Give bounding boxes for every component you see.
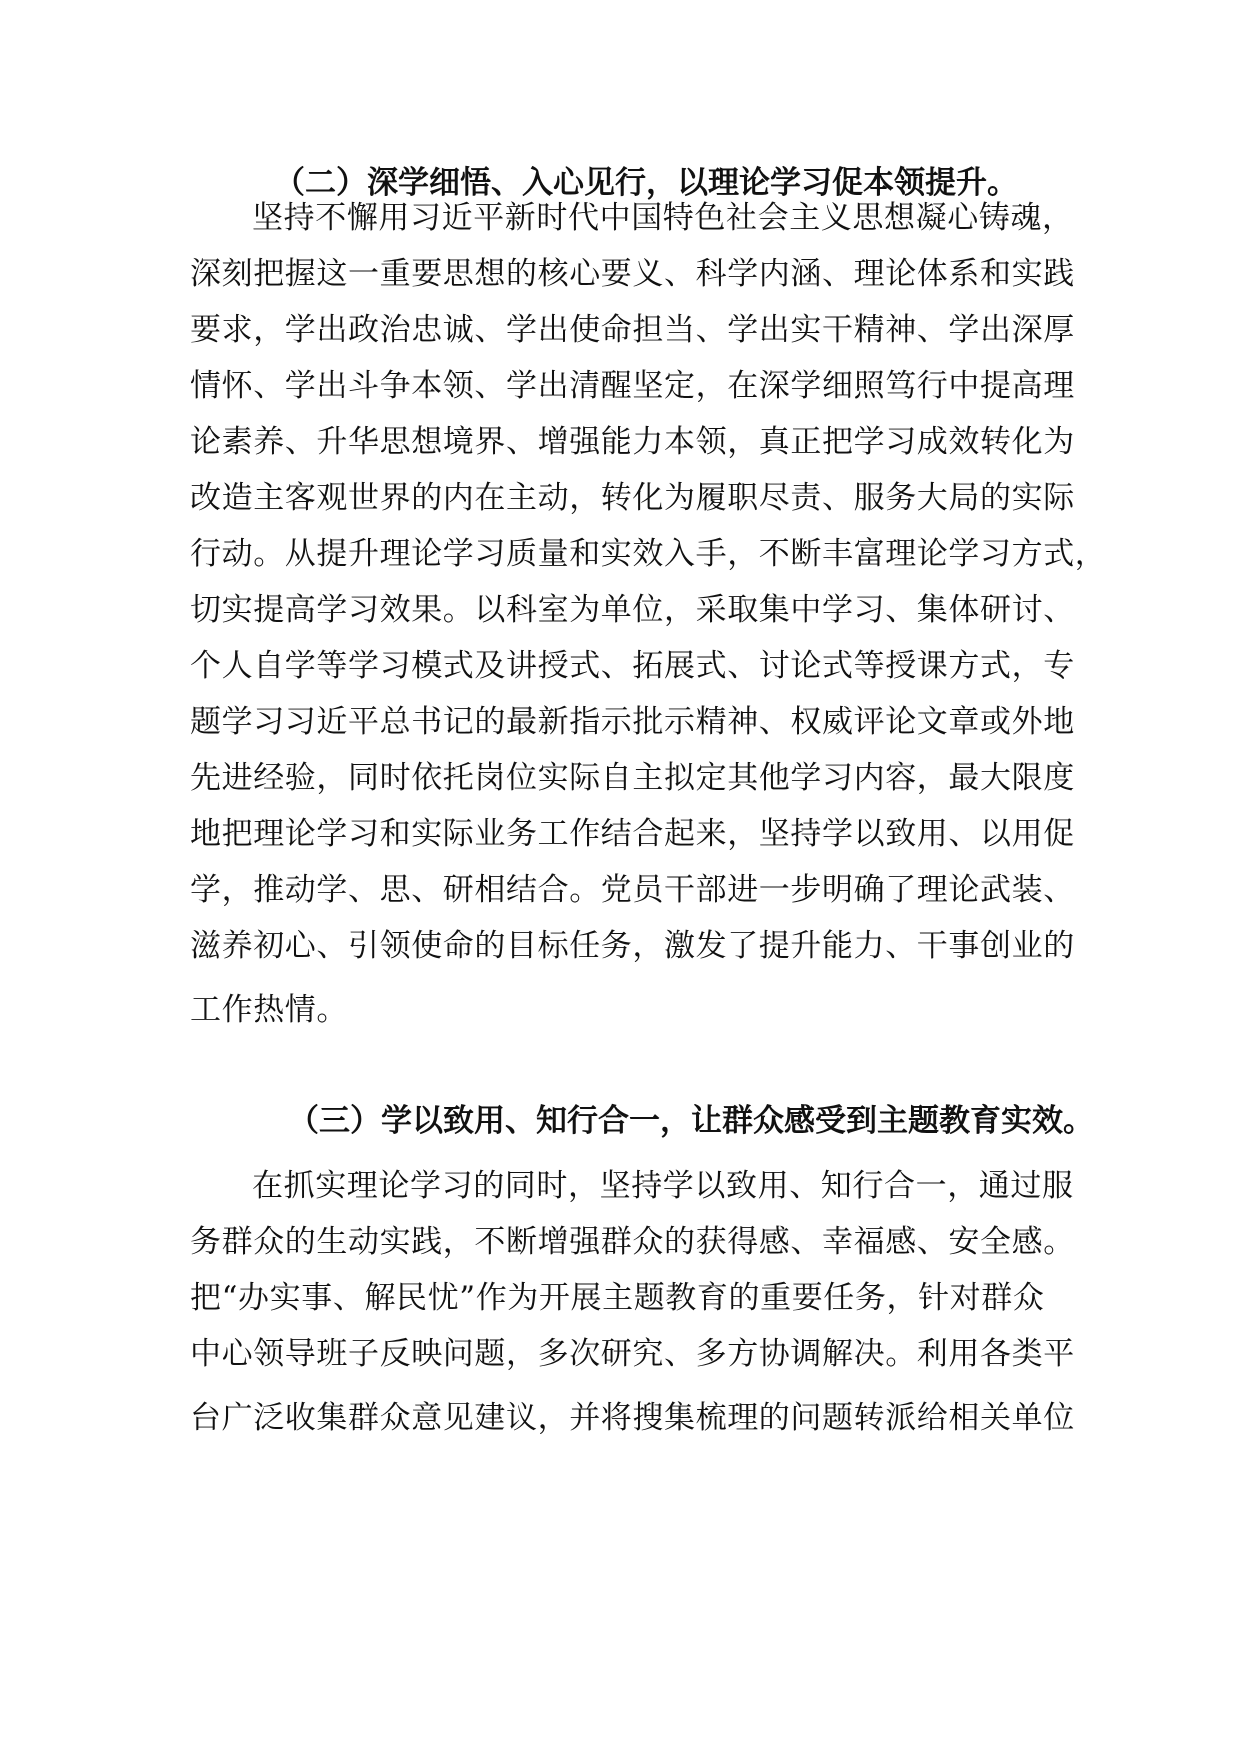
section-paragraph-2 (190, 190, 1107, 1038)
paragraph-line: 改造主客观世界的内在主动，转化为履职尽责、服务大局的实际 (190, 480, 1075, 516)
paragraph-line: 题学习习近平总书记的最新指示批示精神、权威评论文章或外地 (190, 704, 1075, 740)
paragraph-line: 地把理论学习和实际业务工作结合起来，坚持学以致用、以用促 (190, 816, 1075, 852)
paragraph-line: 切实提高学习效果。以科室为单位，采取集中学习、集体研讨、 (190, 592, 1075, 628)
section-heading-3: （三）学以致用、知行合一，让群众感受到主题教育实效。 (288, 1103, 1094, 1139)
section-heading-2: （二）深学细悟、入心见行，以理论学习促本领提升。 (274, 165, 1018, 201)
paragraph-line: 中心领导班子反映问题，多次研究、多方协调解决。利用各类平 (190, 1336, 1075, 1372)
paragraph-line: 先进经验，同时依托岗位实际自主拟定其他学习内容，最大限度 (190, 760, 1075, 796)
section-paragraph-3 (190, 1158, 1075, 1446)
paragraph-line: 论素养、升华思想境界、增强能力本领，真正把学习成效转化为 (190, 424, 1075, 460)
paragraph-line: 坚持不懈用习近平新时代中国特色社会主义思想凝心铸魂， (252, 200, 1074, 236)
paragraph-line: 把“办实事、解民忧”作为开展主题教育的重要任务，针对群众 (190, 1280, 1045, 1316)
paragraph-line: 在抓实理论学习的同时，坚持学以致用、知行合一，通过服 (252, 1168, 1074, 1204)
paragraph-line: 深刻把握这一重要思想的核心要义、科学内涵、理论体系和实践 (190, 256, 1075, 292)
paragraph-line: 台广泛收集群众意见建议，并将搜集梳理的问题转派给相关单位 (190, 1400, 1075, 1436)
paragraph-line: 行动。从提升理论学习质量和实效入手，不断丰富理论学习方式， (190, 536, 1107, 572)
paragraph-line: 务群众的生动实践，不断增强群众的获得感、幸福感、安全感。 (190, 1224, 1075, 1260)
paragraph-line: 个人自学等学习模式及讲授式、拓展式、讨论式等授课方式，专 (190, 648, 1075, 684)
paragraph-line: 情怀、学出斗争本领、学出清醒坚定，在深学细照笃行中提高理 (190, 368, 1075, 404)
paragraph-line: 学，推动学、思、研相结合。党员干部进一步明确了理论武装、 (190, 872, 1075, 908)
paragraph-line: 要求，学出政治忠诚、学出使命担当、学出实干精神、学出深厚 (190, 312, 1075, 348)
paragraph-line: 工作热情。 (190, 992, 348, 1028)
paragraph-line: 滋养初心、引领使命的目标任务，激发了提升能力、干事创业的 (190, 928, 1075, 964)
